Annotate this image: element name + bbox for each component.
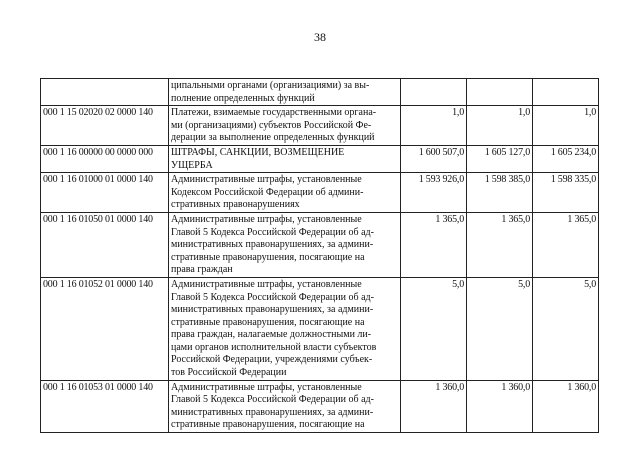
revenue-name-line: Главой 5 Кодекса Российской Федерации об ад- [171,226,374,238]
table-row [41,106,599,146]
revenue-name-line: Административные штрафы, установленные [171,278,362,290]
revenue-name-line: цами органов исполнительной власти субъектов [171,341,377,353]
revenue-name-line: ШТРАФЫ, САНКЦИИ, ВОЗМЕЩЕНИЕ [171,146,345,158]
table-row [41,145,599,172]
revenue-name-line: ми (организациями) субъектов Российской Фе- [171,119,372,131]
revenue-name-line: дерации за выполнение определенных функций [171,132,375,144]
revenue-name-cell [169,79,401,106]
amount-cell: 1 365,0 [401,212,467,277]
revenue-name-cell [169,173,401,213]
budget-code-cell: 000 1 15 02020 02 0000 140 [41,106,169,146]
amount-cell: 1 365,0 [467,212,533,277]
revenue-name-line: стративные правонарушения, посягающие на [171,251,365,263]
amount-cell: 1 360,0 [401,380,467,432]
amount-cell: 1 360,0 [533,380,599,432]
amount-cell: 1 598 335,0 [533,173,599,213]
revenue-name-cell [169,277,401,380]
amount-cell: 1 360,0 [467,380,533,432]
amount-cell: 5,0 [533,277,599,380]
budget-code-cell: 000 1 16 01000 01 0000 140 [41,173,169,213]
page-number: 38 [314,30,326,44]
amount-cell: 5,0 [467,277,533,380]
revenue-name-line: Главой 5 Кодекса Российской Федерации об ад- [171,291,374,303]
revenue-name-line: Платежи, взимаемые государственными органа- [171,107,377,119]
amount-cell: 1,0 [533,106,599,146]
revenue-name-line: Административные штрафы, установленные [171,174,362,186]
amount-cell [401,79,467,106]
budget-code-cell: 000 1 16 01052 01 0000 140 [41,277,169,380]
amount-cell: 1 593 926,0 [401,173,467,213]
table-row [41,380,599,432]
revenue-name-cell [169,145,401,172]
amount-cell: 1 600 507,0 [401,145,467,172]
revenue-name-line: тов Российской Федерации [171,367,287,379]
revenue-name-line: стративные правонарушения, посягающие на [171,419,365,431]
revenue-name-line: Главой 5 Кодекса Российской Федерации об ад- [171,394,374,406]
revenue-name-line: Административные штрафы, установленные [171,381,362,393]
revenue-name-line: права граждан, налагаемые должностными ли- [171,329,372,341]
amount-cell [467,79,533,106]
budget-code-cell: 000 1 16 01053 01 0000 140 [41,380,169,432]
budget-code-cell [41,79,169,106]
amount-cell: 5,0 [401,277,467,380]
amount-cell: 1 605 127,0 [467,145,533,172]
revenue-name-line: министративных правонарушениях, за админи- [171,239,374,251]
revenue-name-line: Кодексом Российской Федерации об админи- [171,186,364,198]
table-row [41,212,599,277]
revenue-name-line: полнение определенных функций [171,92,315,104]
revenue-name-line: ципальными органами (организациями) за вы- [171,80,370,91]
revenue-name-line: стративные правонарушения, посягающие на [171,316,365,328]
table-row [41,79,599,106]
revenue-name-cell [169,212,401,277]
budget-code-cell: 000 1 16 00000 00 0000 000 [41,145,169,172]
table-row [41,277,599,380]
amount-cell: 1,0 [467,106,533,146]
revenue-name-cell [169,106,401,146]
amount-cell: 1 365,0 [533,212,599,277]
amount-cell [533,79,599,106]
revenue-name-line: министративных правонарушениях, за админи- [171,406,374,418]
budget-code-cell: 000 1 16 01050 01 0000 140 [41,212,169,277]
revenue-name-line: министративных правонарушениях, за админи- [171,304,374,316]
amount-cell: 1 605 234,0 [533,145,599,172]
table-row [41,173,599,213]
budget-revenue-table [40,78,599,433]
revenue-name-cell [169,380,401,432]
revenue-name-line: Российской Федерации, учреждениями субъек- [171,354,373,366]
revenue-name-line: Административные штрафы, установленные [171,213,362,225]
revenue-name-line: права граждан [171,264,233,276]
amount-cell: 1,0 [401,106,467,146]
revenue-name-line: УЩЕРБА [171,159,213,171]
revenue-name-line: стративных правонарушениях [171,199,300,211]
amount-cell: 1 598 385,0 [467,173,533,213]
